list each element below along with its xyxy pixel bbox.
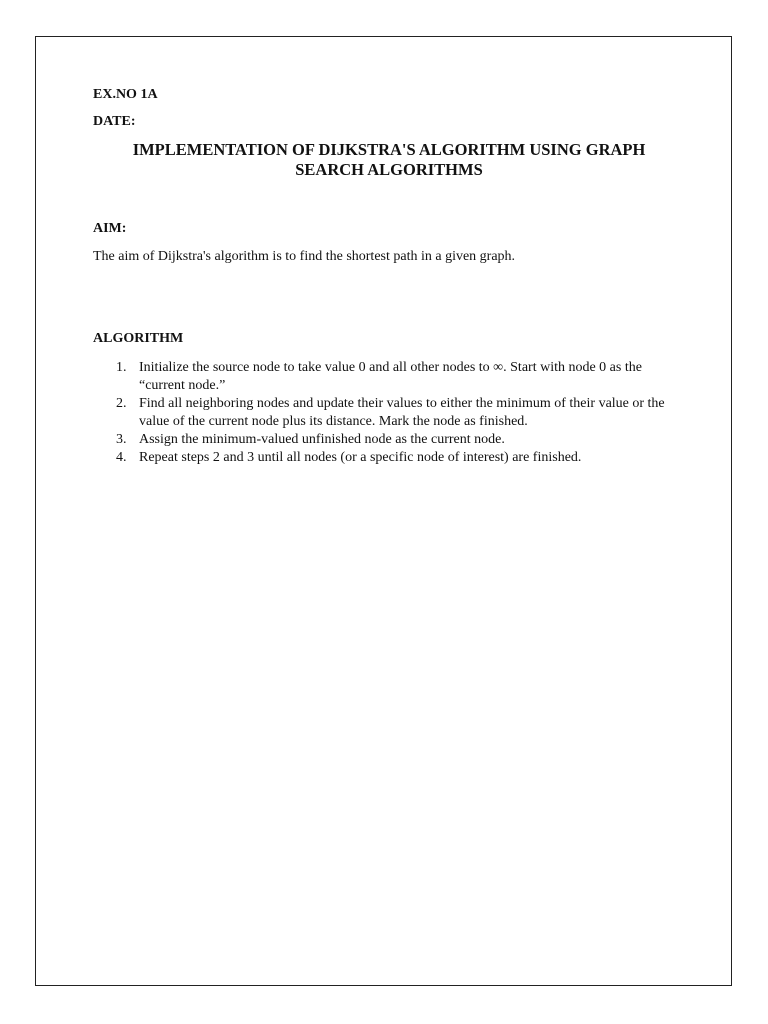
step-text: Find all neighboring nodes and update their values to either the minimum of their value or the value of the current node plus its distance. Mark the node as finished. <box>139 396 665 429</box>
step-text: Assign the minimum-valued unfinished node as the current node. <box>139 432 505 447</box>
aim-heading: AIM: <box>93 221 127 236</box>
title-line-1: IMPLEMENTATION OF DIJKSTRA'S ALGORITHM USING GRAPH <box>132 140 646 159</box>
algorithm-step <box>93 395 689 431</box>
algorithm-step <box>93 449 689 467</box>
algorithm-steps <box>93 359 683 467</box>
step-number: 4. <box>116 450 127 465</box>
algorithm-step <box>93 431 689 449</box>
date-label: DATE: <box>93 114 136 129</box>
algorithm-step <box>93 359 689 395</box>
document-title <box>89 140 689 180</box>
step-number: 1. <box>116 360 127 375</box>
step-number: 2. <box>116 396 127 411</box>
step-number: 3. <box>116 432 127 447</box>
document-content <box>93 86 683 467</box>
algorithm-heading: ALGORITHM <box>93 331 184 346</box>
title-line-2: SEARCH ALGORITHMS <box>295 160 483 179</box>
aim-text: The aim of Dijkstra's algorithm is to find the shortest path in a given graph. <box>93 249 516 264</box>
step-text: Initialize the source node to take value 0 and all other nodes to ∞. Start with node 0 as the “current node.” <box>139 360 642 393</box>
step-text: Repeat steps 2 and 3 until all nodes (or a specific node of interest) are finished. <box>139 450 582 465</box>
exercise-number: EX.NO 1A <box>93 87 158 102</box>
